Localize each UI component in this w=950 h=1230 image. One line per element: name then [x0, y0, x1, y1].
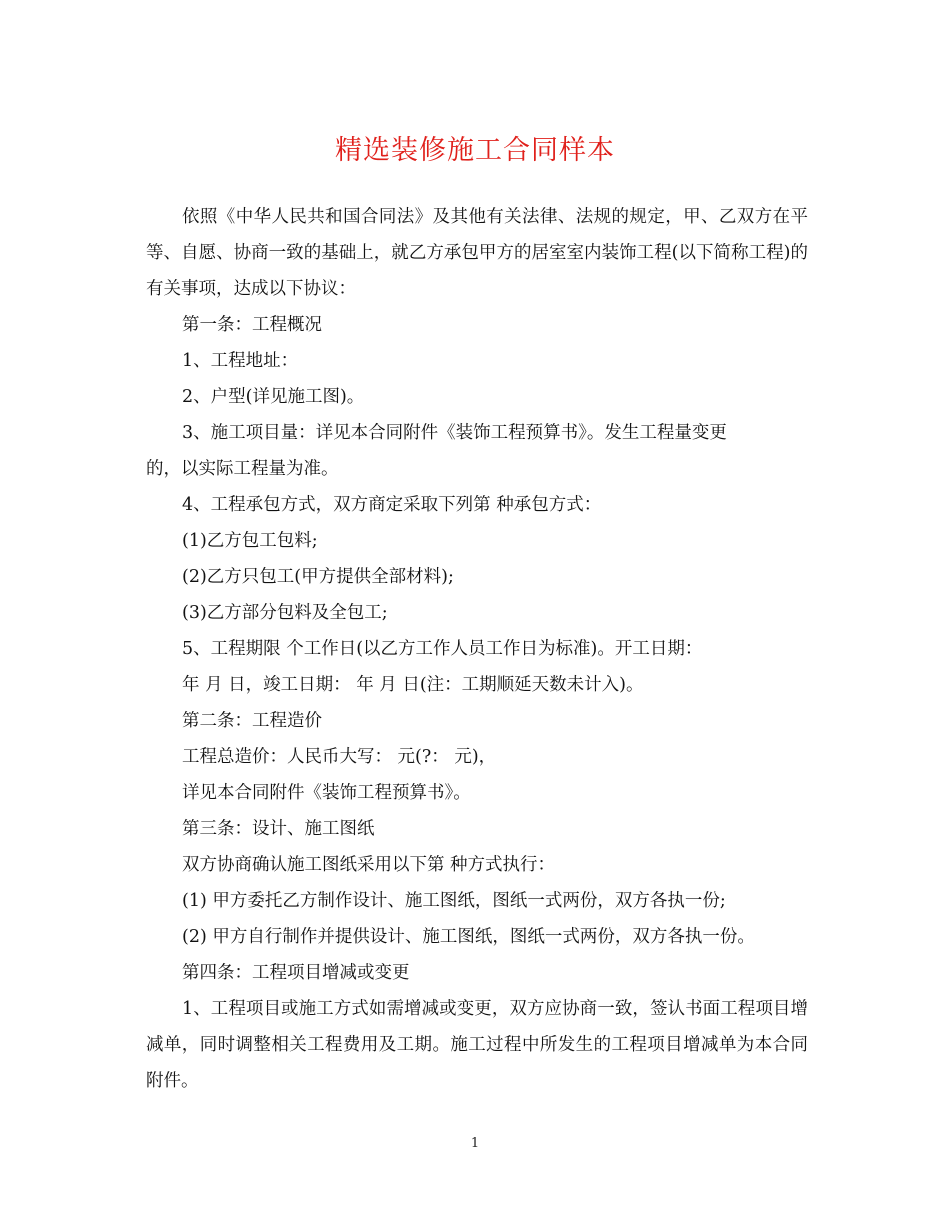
paragraph: 1、工程项目或施工方式如需增减或变更，双方应协商一致，签认书面工程项目增减单，同时调整相关工程费用及工期。施工过程中所发生的工程项目增减单为本合同附件。	[146, 999, 808, 1091]
section-heading-4: 第四条：工程项目增减或变更	[182, 963, 410, 983]
list-item: (2)乙方只包工(甲方提供全部材料);	[182, 567, 454, 587]
paragraph: 4、工程承包方式，双方商定采取下列第 种承包方式：	[182, 495, 602, 515]
list-item: (1) 甲方委托乙方制作设计、施工图纸，图纸一式两份，双方各执一份;	[182, 891, 726, 911]
document-body	[146, 199, 808, 1099]
section-heading-1: 第一条：工程概况	[182, 315, 322, 335]
paragraph: 5、工程期限 个工作日(以乙方工作人员工作日为标准)。开工日期：	[182, 639, 703, 659]
paragraph: 详见本合同附件《装饰工程预算书》。	[182, 783, 471, 803]
page-number: 1	[470, 1136, 480, 1151]
paragraph: 3、施工项目量：详见本合同附件《装饰工程预算书》。发生工程量变更	[182, 423, 727, 443]
list-item: (2) 甲方自行制作并提供设计、施工图纸，图纸一式两份，双方各执一份。	[182, 927, 755, 947]
paragraph: 双方协商确认施工图纸采用以下第 种方式执行：	[182, 855, 556, 875]
paragraph-continuation: 的，以实际工程量为准。	[146, 459, 339, 479]
paragraph: 1、工程地址：	[182, 351, 299, 371]
paragraph: 年 月 日，竣工日期： 年 月 日(注：工期顺延天数未计入)。	[182, 675, 644, 695]
paragraph-intro: 依照《中华人民共和国合同法》及其他有关法律、法规的规定，甲、乙双方在平等、自愿、协商一致的基础上，就乙方承包甲方的居室室内装饰工程(以下简称工程)的有关事项，达成以下协议：	[146, 207, 808, 299]
paragraph: 2、户型(详见施工图)。	[182, 387, 365, 407]
list-item: (1)乙方包工包料;	[182, 531, 318, 551]
section-heading-3: 第三条：设计、施工图纸	[182, 819, 375, 839]
section-heading-2: 第二条：工程造价	[182, 711, 322, 731]
paragraph: 工程总造价：人民币大写： 元(?： 元)，	[182, 747, 497, 767]
list-item: (3)乙方部分包料及全包工;	[182, 603, 388, 623]
document-title: 精选装修施工合同样本	[335, 135, 615, 166]
